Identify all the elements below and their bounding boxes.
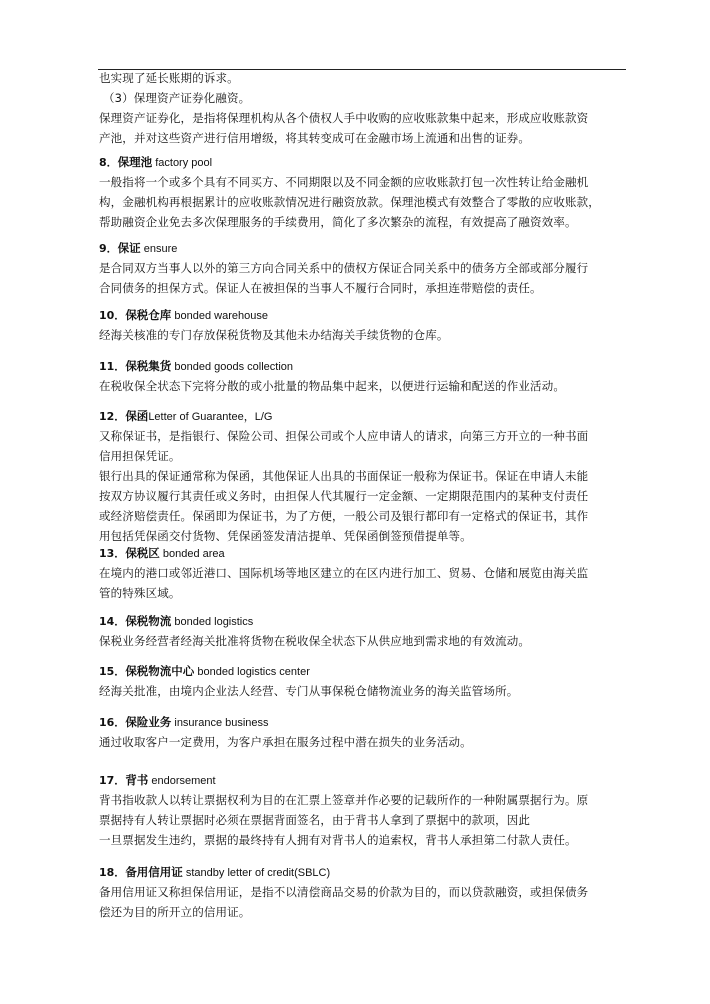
entry-heading <box>99 770 627 790</box>
entry-term-cn: 保函 <box>125 409 149 423</box>
entry-heading <box>99 238 627 258</box>
entry-bonded-goods-collection <box>99 356 627 396</box>
entry-number: 16． <box>99 716 126 729</box>
entry-term-cn: 备用信用证 <box>125 865 183 879</box>
entry-term-cn: 保税集货 <box>125 359 172 373</box>
text-line: 或经济赔偿责任。保函即为保证书，为了方便，一般公司及银行都印有一定格式的保证书，其作 <box>99 509 589 523</box>
entry-factory-pool <box>99 152 627 232</box>
entry-number: 14． <box>99 615 126 628</box>
entry-term-en: bonded goods collection <box>171 361 294 373</box>
entry-term-en: bonded warehouse <box>171 310 268 322</box>
entry-number: 10． <box>99 309 126 322</box>
entry-heading <box>99 356 627 376</box>
text-line: 背书指收款人以转让票据权利为目的在汇票上签章并作必要的记载所作的一种附属票据行为。原 <box>99 793 589 807</box>
entry-heading <box>99 661 627 681</box>
entry-term-en: factory pool <box>152 157 213 169</box>
text-line: 保理资产证券化，是指将保理机构从各个债权人手中收购的应收账款集中起来，形成应收账款资 <box>99 111 589 125</box>
text-line: 票据持有人转让票据时必须在票据背面签名，由于背书人拿到了票据中的款项，因此 <box>99 813 531 827</box>
entry-number: 12． <box>99 410 126 423</box>
entry-term-cn: 保税物流中心 <box>125 664 195 678</box>
text-line: 也实现了延长账期的诉求。 <box>99 71 239 85</box>
entry-insurance-business <box>99 712 627 752</box>
entry-term-cn: 保险业务 <box>125 715 172 729</box>
entry-term-cn: 保税仓库 <box>125 308 172 322</box>
entry-bonded-logistics <box>99 611 627 651</box>
entry-term-cn: 保证 <box>117 241 141 255</box>
entry-heading <box>99 152 627 172</box>
entry-term-en: standby letter of credit(SBLC) <box>182 867 331 879</box>
text-line: 信用担保凭证。 <box>99 449 181 463</box>
entry-number: 13． <box>99 547 126 560</box>
text-line: 一旦票据发生违约，票据的最终持有人拥有对背书人的追索权，背书人承担第二付款人责任。 <box>99 833 577 847</box>
text-line: （3）保理资产证券化融资。 <box>103 91 251 105</box>
entry-term-en: insurance business <box>171 717 269 729</box>
text-line: 构，金融机构再根据累计的应收账款情况进行融资放款。保理池模式有效整合了零散的应收账款， <box>99 195 600 209</box>
entry-number: 9． <box>99 242 118 255</box>
entry-term-cn: 背书 <box>125 773 149 787</box>
text-line: 管的特殊区域。 <box>99 586 181 600</box>
entry-ensure <box>99 238 627 298</box>
text-line: 偿还为目的所开立的信用证。 <box>99 905 251 919</box>
entry-heading <box>99 406 627 426</box>
entry-heading <box>99 712 627 732</box>
entry-term-cn: 保税区 <box>125 546 160 560</box>
text-line: 备用信用证又称担保信用证，是指不以清偿商品交易的价款为目的，而以贷款融资，或担保债务 <box>99 885 589 899</box>
entry-term-cn: 保理池 <box>117 155 153 169</box>
text-line: 是合同双方当事人以外的第三方向合同关系中的债权方保证合同关系中的债务方全部或部分履行 <box>99 261 589 275</box>
entry-letter-of-guarantee <box>99 406 627 546</box>
text-line: 帮助融资企业免去多次保理服务的手续费用，简化了多次繁杂的流程，有效提高了融资效率。 <box>99 215 577 229</box>
entry-term-en: Letter of Guarantee，L/G <box>148 411 273 423</box>
intro-paragraph <box>99 68 627 148</box>
text-line: 用包括凭保函交付货物、凭保函签发清洁提单、凭保函倒签预借提单等。 <box>99 529 472 543</box>
entry-bonded-warehouse <box>99 305 627 345</box>
entry-number: 11． <box>99 360 126 373</box>
text-line: 通过收取客户一定费用，为客户承担在服务过程中潜在损失的业务活动。 <box>99 735 472 749</box>
entry-bonded-area <box>99 543 627 603</box>
text-line: 合同债务的担保方式。保证人在被担保的当事人不履行合同时，承担连带赔偿的责任。 <box>99 281 542 295</box>
entry-standby-letter-of-credit <box>99 862 627 922</box>
text-line: 按双方协议履行其责任或义务时，由担保人代其履行一定金额、一定期限范围内的某种支付责任 <box>99 489 589 503</box>
entry-term-cn: 保税物流 <box>125 614 172 628</box>
text-line: 在境内的港口或邻近港口、国际机场等地区建立的在区内进行加工、贸易、仓储和展览由海关监 <box>99 566 589 580</box>
entry-term-en: bonded logistics <box>171 616 254 628</box>
text-line: 产池，并对这些资产进行信用增级，将其转变成可在金融市场上流通和出售的证券。 <box>99 131 531 145</box>
entry-term-en: ensure <box>140 243 178 255</box>
entry-endorsement <box>99 770 627 850</box>
entry-heading <box>99 543 627 563</box>
entry-number: 18． <box>99 866 126 879</box>
text-line: 一般指将一个或多个具有不同买方、不同期限以及不同金额的应收账款打包一次性转让给金融机 <box>99 175 589 189</box>
entry-term-en: endorsement <box>148 775 216 787</box>
entry-number: 8． <box>99 156 118 169</box>
text-line: 经海关批准，由境内企业法人经营、专门从事保税仓储物流业务的海关监管场所。 <box>99 684 519 698</box>
entry-number: 15． <box>99 665 126 678</box>
text-line: 又称保证书，是指银行、保险公司、担保公司或个人应申请人的请求，向第三方开立的一种书面 <box>99 429 589 443</box>
entry-heading <box>99 305 627 325</box>
entry-term-en: bonded logistics center <box>194 666 310 678</box>
entry-number: 17． <box>99 774 126 787</box>
text-line: 在税收保全状态下完将分散的或小批量的物品集中起来，以便进行运输和配送的作业活动。 <box>99 379 565 393</box>
text-line: 银行出具的保证通常称为保函，其他保证人出具的书面保证一般称为保证书。保证在申请人未能 <box>99 469 589 483</box>
text-line: 保税业务经营者经海关批准将货物在税收保全状态下从供应地到需求地的有效流动。 <box>99 634 531 648</box>
entry-term-en: bonded area <box>159 548 225 560</box>
entry-heading <box>99 611 627 631</box>
entry-heading <box>99 862 627 882</box>
text-line: 经海关核准的专门存放保税货物及其他未办结海关手续货物的仓库。 <box>99 328 449 342</box>
entry-bonded-logistics-center <box>99 661 627 701</box>
